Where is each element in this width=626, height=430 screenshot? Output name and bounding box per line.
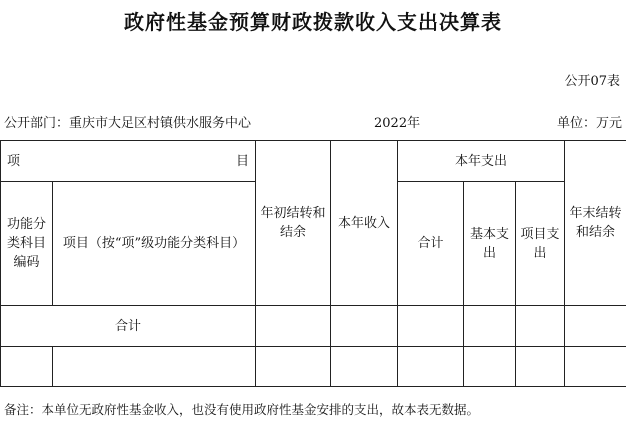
- total-cell: [256, 306, 331, 347]
- item-name-header: 项目（按“项”级功能分类科目）: [53, 182, 256, 306]
- total-row: [1, 306, 626, 347]
- report-title: 政府性基金预算财政拨款收入支出决算表: [124, 10, 502, 34]
- empty-cell: [565, 347, 626, 387]
- expenditure-total-header: 合计: [398, 182, 464, 306]
- remark-note: 备注：本单位无政府性基金收入，也没有使用政府性基金安排的支出，故本表无数据。: [4, 402, 480, 417]
- item-header-right: 目: [235, 153, 249, 169]
- item-header-cell: [1, 141, 256, 182]
- year-label: 2022年: [374, 116, 421, 131]
- unit-label: 单位：万元: [556, 116, 622, 131]
- department-label: 公开部门：重庆市大足区村镇供水服务中心: [4, 116, 252, 131]
- empty-cell: [256, 347, 331, 387]
- project-expenditure-header: 项目支出: [516, 182, 565, 306]
- table-code: 公开07表: [564, 74, 620, 89]
- total-cell: [565, 306, 626, 347]
- total-row-label: 合计: [1, 306, 256, 347]
- func-code-header: 功能分类科目编码: [1, 182, 53, 306]
- total-cell: [516, 306, 565, 347]
- total-cell: [464, 306, 516, 347]
- total-cell: [398, 306, 464, 347]
- opening-balance-header: 年初结转和结余: [256, 141, 331, 306]
- income-header: 本年收入: [331, 141, 398, 306]
- empty-row: [1, 347, 626, 387]
- empty-cell: [53, 347, 256, 387]
- item-header-left: 项: [7, 153, 21, 169]
- expenditure-header: 本年支出: [398, 141, 565, 182]
- total-cell: [331, 306, 398, 347]
- empty-cell: [398, 347, 464, 387]
- empty-cell: [464, 347, 516, 387]
- empty-cell: [516, 347, 565, 387]
- empty-cell: [1, 347, 53, 387]
- ending-balance-header: 年末结转和结余: [565, 141, 626, 306]
- empty-cell: [331, 347, 398, 387]
- basic-expenditure-header: 基本支出: [464, 182, 516, 306]
- budget-table: [0, 140, 626, 387]
